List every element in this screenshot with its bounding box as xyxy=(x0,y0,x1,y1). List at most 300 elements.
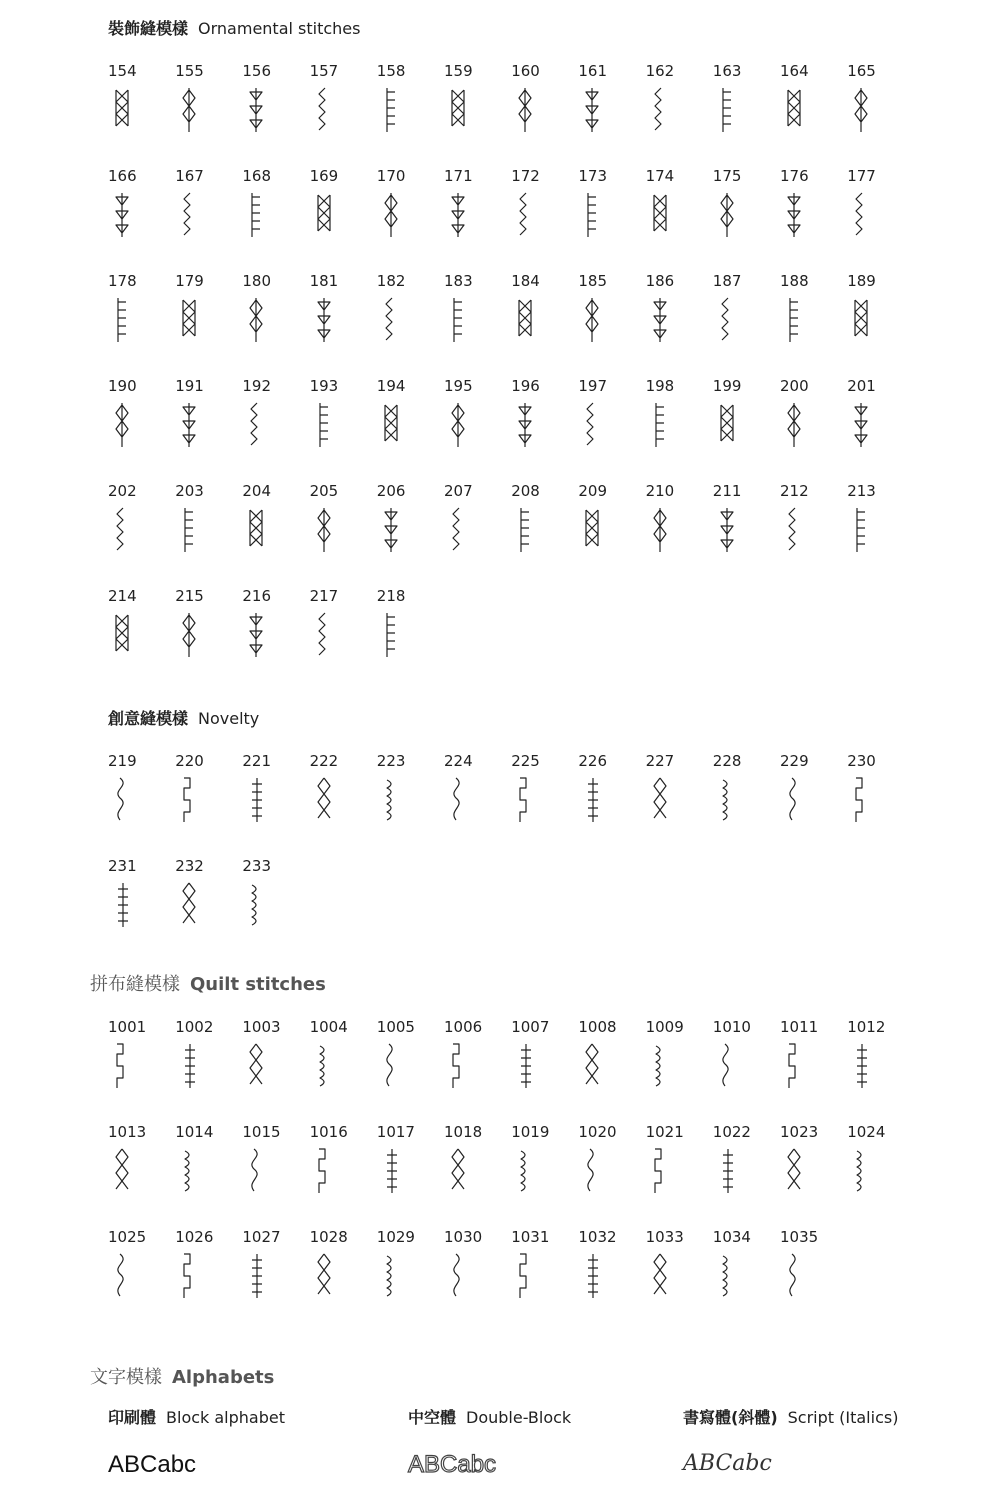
stitch-number: 1028 xyxy=(309,1228,348,1246)
stitch-pattern xyxy=(310,62,377,162)
stitch-icon xyxy=(578,296,608,344)
stitch-icon xyxy=(847,776,877,824)
stitch-icon xyxy=(242,296,272,344)
stitch-path xyxy=(454,298,462,342)
stitch-number: 1030 xyxy=(444,1228,483,1246)
stitch-number: 214 xyxy=(108,587,137,605)
stitch-path xyxy=(252,885,256,925)
stitch-path xyxy=(855,300,867,336)
novelty-title-zh: 創意縫模樣 xyxy=(108,709,189,728)
stitch-icon xyxy=(780,296,810,344)
stitch-number: 1007 xyxy=(511,1018,550,1036)
stitch-path xyxy=(655,1149,661,1193)
stitch-icon xyxy=(310,1042,340,1090)
stitch-pattern xyxy=(377,62,444,162)
stitch-pattern xyxy=(108,482,175,582)
double-block-label-en: Double-Block xyxy=(466,1408,572,1427)
stitch-path xyxy=(318,298,330,342)
stitch-icon xyxy=(646,1252,676,1300)
stitch-number: 176 xyxy=(780,167,809,185)
stitch-pattern xyxy=(108,272,175,372)
stitch-pattern xyxy=(780,1123,847,1223)
stitch-pattern xyxy=(310,1123,377,1223)
stitch-path xyxy=(788,1149,800,1189)
stitch-number: 179 xyxy=(175,272,204,290)
stitch-pattern xyxy=(511,62,578,162)
stitch-pattern xyxy=(578,1018,645,1118)
stitch-path xyxy=(586,510,598,546)
stitch-path xyxy=(586,88,598,132)
stitch-number: 1023 xyxy=(780,1123,819,1141)
stitch-number: 223 xyxy=(376,752,406,770)
stitch-path xyxy=(185,1044,195,1088)
stitch-pattern xyxy=(310,167,377,267)
stitch-pattern xyxy=(578,1123,645,1223)
block-alphabet-label xyxy=(108,1405,285,1428)
stitch-path xyxy=(185,508,193,552)
stitch-number: 208 xyxy=(511,482,540,500)
stitch-number: 177 xyxy=(847,167,876,185)
stitch-path xyxy=(789,508,795,550)
stitch-path xyxy=(183,88,195,132)
stitch-icon xyxy=(377,776,407,824)
stitch-path xyxy=(520,1254,526,1298)
stitch-pattern xyxy=(444,752,511,852)
stitch-pattern xyxy=(713,482,780,582)
stitch-number: 196 xyxy=(511,377,540,395)
stitch-path xyxy=(118,883,128,927)
stitch-number: 207 xyxy=(444,482,473,500)
stitch-number: 227 xyxy=(645,752,675,770)
stitch-icon xyxy=(310,1252,340,1300)
stitch-pattern xyxy=(108,1228,175,1328)
stitch-icon xyxy=(713,776,743,824)
stitch-path xyxy=(588,1254,598,1298)
stitch-pattern xyxy=(511,272,578,372)
stitch-path xyxy=(319,1149,325,1193)
stitch-icon xyxy=(578,1042,608,1090)
stitch-icon xyxy=(511,506,541,554)
stitch-path xyxy=(788,90,800,126)
stitch-icon xyxy=(175,1042,205,1090)
stitch-icon xyxy=(175,191,205,239)
stitch-pattern xyxy=(578,1228,645,1328)
stitch-icon xyxy=(780,776,810,824)
stitch-icon xyxy=(377,1147,407,1195)
stitch-number: 186 xyxy=(645,272,675,290)
stitch-number: 219 xyxy=(108,752,137,770)
script-alphabet-label-zh: 書寫體(斜體) xyxy=(683,1408,778,1427)
stitch-icon xyxy=(108,506,138,554)
stitch-icon xyxy=(444,1147,474,1195)
stitch-pattern xyxy=(646,1228,713,1328)
stitch-icon xyxy=(511,776,541,824)
stitch-pattern xyxy=(175,482,242,582)
stitch-path xyxy=(452,403,464,447)
stitch-path xyxy=(387,88,395,132)
stitch-path xyxy=(521,508,529,552)
stitch-icon xyxy=(646,296,676,344)
stitch-pattern xyxy=(444,377,511,477)
stitch-pattern xyxy=(646,1018,713,1118)
stitch-icon xyxy=(175,776,205,824)
stitch-pattern xyxy=(713,62,780,162)
stitch-icon xyxy=(847,1042,877,1090)
stitch-icon xyxy=(108,1252,138,1300)
stitch-pattern xyxy=(511,167,578,267)
stitch-pattern xyxy=(310,1228,377,1328)
stitch-number: 1015 xyxy=(242,1123,281,1141)
stitch-pattern xyxy=(780,1018,847,1118)
stitch-pattern xyxy=(444,1123,511,1223)
stitch-number: 1020 xyxy=(578,1123,617,1141)
stitch-number: 203 xyxy=(175,482,204,500)
stitch-number: 1002 xyxy=(175,1018,214,1036)
alphabets-title-en: Alphabets xyxy=(172,1367,275,1388)
stitch-pattern xyxy=(310,1018,377,1118)
stitch-pattern xyxy=(310,752,377,852)
stitch-path xyxy=(385,508,397,552)
stitch-icon xyxy=(175,1252,205,1300)
stitch-pattern xyxy=(847,62,914,162)
stitch-pattern xyxy=(377,482,444,582)
stitch-pattern xyxy=(578,377,645,477)
stitch-path xyxy=(319,613,325,655)
stitch-number: 1004 xyxy=(309,1018,348,1036)
stitch-pattern xyxy=(242,167,309,267)
stitch-pattern xyxy=(242,62,309,162)
stitch-icon xyxy=(377,86,407,134)
stitch-number: 1005 xyxy=(376,1018,415,1036)
stitch-icon xyxy=(511,401,541,449)
stitch-pattern xyxy=(175,752,242,852)
stitch-number: 200 xyxy=(780,377,809,395)
stitch-number: 210 xyxy=(645,482,675,500)
stitch-pattern xyxy=(175,377,242,477)
stitch-path xyxy=(520,193,526,235)
stitch-path xyxy=(790,778,795,820)
stitch-number: 198 xyxy=(645,377,675,395)
stitch-number: 202 xyxy=(108,482,137,500)
stitch-number: 197 xyxy=(578,377,608,395)
stitch-icon xyxy=(780,506,810,554)
stitch-pattern xyxy=(646,167,713,267)
stitch-path xyxy=(588,1149,593,1191)
stitch-path xyxy=(116,403,128,447)
stitch-pattern xyxy=(175,62,242,162)
script-alphabet xyxy=(683,1405,899,1476)
stitch-path xyxy=(117,508,123,550)
stitch-icon xyxy=(780,191,810,239)
stitch-number: 1019 xyxy=(511,1123,550,1141)
stitch-number: 161 xyxy=(578,62,608,80)
stitch-path xyxy=(387,780,391,820)
stitch-pattern xyxy=(175,1228,242,1328)
stitch-number: 1034 xyxy=(712,1228,751,1246)
stitch-number: 166 xyxy=(108,167,137,185)
stitch-number: 204 xyxy=(242,482,272,500)
stitch-icon xyxy=(646,401,676,449)
stitch-number: 213 xyxy=(847,482,876,500)
stitch-icon xyxy=(310,296,340,344)
stitch-path xyxy=(856,193,862,235)
stitch-icon xyxy=(310,776,340,824)
stitch-icon xyxy=(377,296,407,344)
stitch-pattern xyxy=(646,482,713,582)
stitch-number: 233 xyxy=(242,857,272,875)
stitch-path xyxy=(319,88,325,130)
stitch-path xyxy=(857,1044,867,1088)
stitch-pattern xyxy=(175,1018,242,1118)
stitch-number: 192 xyxy=(242,377,272,395)
stitch-icon xyxy=(444,1042,474,1090)
alphabets-title xyxy=(90,1363,274,1389)
stitch-pattern xyxy=(780,377,847,477)
stitch-pattern xyxy=(242,1123,309,1223)
stitch-icon xyxy=(242,191,272,239)
stitch-pattern xyxy=(646,377,713,477)
stitch-number: 1032 xyxy=(578,1228,617,1246)
stitch-icon xyxy=(310,86,340,134)
stitch-pattern xyxy=(242,1018,309,1118)
stitch-path xyxy=(250,298,262,342)
stitch-path xyxy=(252,193,260,237)
stitch-path xyxy=(184,1254,190,1298)
stitch-pattern xyxy=(444,62,511,162)
stitch-icon xyxy=(175,881,205,929)
stitch-path xyxy=(723,1044,728,1086)
stitch-number: 173 xyxy=(578,167,608,185)
stitch-pattern xyxy=(108,1018,175,1118)
stitch-pattern xyxy=(108,167,175,267)
stitch-icon xyxy=(242,506,272,554)
stitch-number: 190 xyxy=(108,377,137,395)
stitch-number: 183 xyxy=(444,272,473,290)
stitch-icon xyxy=(242,611,272,659)
stitch-path xyxy=(250,510,262,546)
stitch-pattern xyxy=(646,62,713,162)
stitch-pattern xyxy=(310,272,377,372)
stitch-icon xyxy=(242,401,272,449)
stitch-path xyxy=(721,193,733,237)
stitch-icon xyxy=(780,1252,810,1300)
stitch-pattern xyxy=(175,587,242,687)
stitch-number: 199 xyxy=(712,377,742,395)
stitch-pattern xyxy=(578,62,645,162)
stitch-icon xyxy=(578,1252,608,1300)
stitch-icon xyxy=(713,1042,743,1090)
stitch-path xyxy=(251,403,257,445)
stitch-icon xyxy=(646,1042,676,1090)
stitch-icon xyxy=(578,776,608,824)
stitch-number: 1026 xyxy=(175,1228,214,1246)
stitch-path xyxy=(454,1254,459,1296)
stitch-number: 1022 xyxy=(712,1123,751,1141)
stitch-icon xyxy=(108,401,138,449)
stitch-icon xyxy=(377,191,407,239)
stitch-number: 1021 xyxy=(645,1123,684,1141)
block-alphabet xyxy=(108,1405,285,1478)
stitch-number: 191 xyxy=(175,377,204,395)
stitch-path xyxy=(452,90,464,126)
stitch-path xyxy=(250,88,262,132)
stitch-path xyxy=(318,508,330,552)
stitch-icon xyxy=(713,191,743,239)
stitch-icon xyxy=(108,1042,138,1090)
stitch-number: 1033 xyxy=(645,1228,684,1246)
stitch-pattern xyxy=(646,1123,713,1223)
stitch-path xyxy=(656,403,664,447)
stitch-path xyxy=(722,298,728,340)
stitch-number: 167 xyxy=(175,167,204,185)
stitch-icon xyxy=(713,1147,743,1195)
double-block-label xyxy=(408,1405,571,1428)
stitch-icon xyxy=(847,401,877,449)
stitch-pattern xyxy=(377,1018,444,1118)
stitch-icon xyxy=(578,191,608,239)
stitch-number: 216 xyxy=(242,587,272,605)
stitch-pattern xyxy=(713,1123,780,1223)
stitch-number: 164 xyxy=(780,62,809,80)
stitch-path xyxy=(183,300,195,336)
script-alphabet-label-en: Script (Italics) xyxy=(787,1408,899,1427)
stitch-pattern xyxy=(377,587,444,687)
stitch-number: 1011 xyxy=(780,1018,819,1036)
stitch-pattern xyxy=(377,1123,444,1223)
stitch-pattern xyxy=(175,272,242,372)
stitch-pattern xyxy=(242,857,309,957)
stitch-number: 1006 xyxy=(444,1018,483,1036)
stitch-pattern xyxy=(780,62,847,162)
stitch-number: 1027 xyxy=(242,1228,281,1246)
stitch-icon xyxy=(578,86,608,134)
stitch-icon xyxy=(242,86,272,134)
stitch-icon xyxy=(713,1252,743,1300)
stitch-path xyxy=(521,1151,525,1191)
stitch-number: 1029 xyxy=(376,1228,415,1246)
stitch-number: 158 xyxy=(376,62,406,80)
stitch-icon xyxy=(511,1147,541,1195)
stitch-number: 1001 xyxy=(108,1018,147,1036)
stitch-number: 178 xyxy=(108,272,137,290)
stitch-icon xyxy=(646,86,676,134)
stitch-number: 1031 xyxy=(511,1228,550,1246)
stitch-path xyxy=(588,778,598,822)
stitch-icon xyxy=(310,611,340,659)
double-block-alphabet xyxy=(408,1405,572,1478)
alphabets-title-zh: 文字模樣 xyxy=(90,1367,162,1388)
stitch-path xyxy=(587,403,593,445)
stitch-number: 1024 xyxy=(847,1123,886,1141)
block-alphabet-label-en: Block alphabet xyxy=(166,1408,285,1427)
stitch-path xyxy=(116,1149,128,1189)
stitch-pattern xyxy=(511,1228,578,1328)
stitch-pattern xyxy=(847,1123,914,1223)
stitch-pattern xyxy=(310,482,377,582)
stitch-icon xyxy=(780,401,810,449)
stitch-pattern xyxy=(444,1228,511,1328)
quilt-title-zh: 拼布縫模樣 xyxy=(90,974,180,995)
novelty-title-en: Novelty xyxy=(198,709,260,728)
stitch-path xyxy=(790,298,798,342)
stitch-path xyxy=(656,1046,660,1086)
stitch-pattern xyxy=(108,752,175,852)
stitch-number: 1010 xyxy=(712,1018,751,1036)
stitch-icon xyxy=(242,776,272,824)
stitch-icon xyxy=(847,86,877,134)
stitch-path xyxy=(519,88,531,132)
stitch-icon xyxy=(511,1252,541,1300)
double-block-sample: ABCabc xyxy=(408,1451,497,1478)
stitch-path xyxy=(453,508,459,550)
stitch-pattern xyxy=(646,272,713,372)
stitch-icon xyxy=(847,296,877,344)
stitch-pattern xyxy=(310,377,377,477)
stitch-pattern xyxy=(108,587,175,687)
stitch-path xyxy=(250,1044,262,1084)
stitch-number: 194 xyxy=(376,377,406,395)
stitch-number: 163 xyxy=(712,62,742,80)
stitch-path xyxy=(118,298,126,342)
stitch-path xyxy=(385,405,397,441)
stitch-path xyxy=(252,778,262,822)
stitch-path xyxy=(654,1254,666,1294)
stitch-path xyxy=(588,193,596,237)
stitch-pattern xyxy=(847,1018,914,1118)
stitch-icon xyxy=(310,1147,340,1195)
ornamental-title xyxy=(108,16,360,39)
stitch-path xyxy=(183,613,195,657)
stitch-path xyxy=(723,1256,727,1296)
stitch-pattern xyxy=(780,482,847,582)
stitch-icon xyxy=(646,506,676,554)
stitch-pattern xyxy=(175,857,242,957)
stitch-icon xyxy=(175,1147,205,1195)
stitch-number: 217 xyxy=(309,587,339,605)
stitch-icon xyxy=(108,191,138,239)
stitch-path xyxy=(723,1149,733,1193)
stitch-pattern xyxy=(646,752,713,852)
stitch-icon xyxy=(108,881,138,929)
stitch-pattern xyxy=(242,272,309,372)
stitch-icon xyxy=(780,86,810,134)
stitch-path xyxy=(723,88,731,132)
stitch-icon xyxy=(713,296,743,344)
stitch-icon xyxy=(242,1042,272,1090)
stitch-number: 188 xyxy=(780,272,809,290)
stitch-pattern xyxy=(713,272,780,372)
stitch-number: 182 xyxy=(376,272,406,290)
stitch-number: 181 xyxy=(309,272,339,290)
stitch-pattern xyxy=(377,272,444,372)
stitch-path xyxy=(723,780,727,820)
stitch-pattern xyxy=(242,587,309,687)
stitch-path xyxy=(654,508,666,552)
stitch-path xyxy=(655,88,661,130)
stitch-path xyxy=(318,195,330,231)
stitch-number: 215 xyxy=(175,587,204,605)
stitch-icon xyxy=(511,1042,541,1090)
stitch-pattern xyxy=(780,752,847,852)
stitch-path xyxy=(385,193,397,237)
stitch-icon xyxy=(310,191,340,239)
stitch-pattern xyxy=(377,1228,444,1328)
stitch-number: 171 xyxy=(444,167,473,185)
quilt-title xyxy=(90,970,326,996)
stitch-number: 221 xyxy=(242,752,272,770)
stitch-pattern xyxy=(444,482,511,582)
stitch-number: 168 xyxy=(242,167,272,185)
